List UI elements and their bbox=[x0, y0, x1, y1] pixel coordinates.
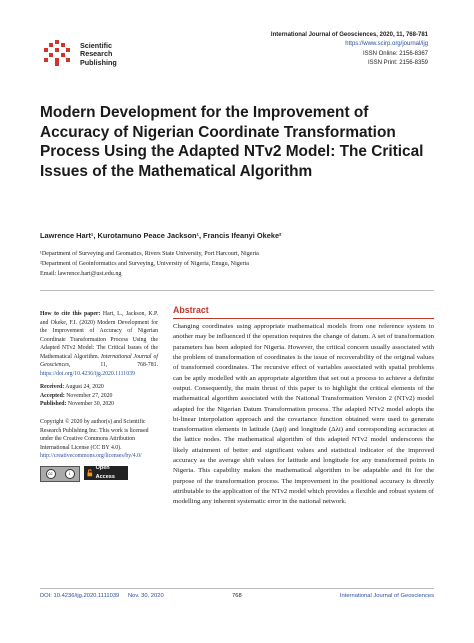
publisher-line: Scientific bbox=[80, 41, 112, 50]
accepted-label: Accepted: bbox=[40, 392, 65, 399]
received-label: Received: bbox=[40, 384, 65, 391]
footer-doi[interactable]: DOI: 10.4236/ijg.2020.1111039 bbox=[40, 593, 120, 599]
citation-doi-link[interactable]: https://doi.org/10.4236/ijg.2020.1111039 bbox=[40, 370, 135, 377]
issn-print: ISSN Print: 2156-8359 bbox=[367, 60, 428, 67]
published-label: Published: bbox=[40, 401, 67, 408]
publisher-line: Publishing bbox=[80, 57, 117, 67]
footer-divider bbox=[40, 588, 434, 589]
footer-journal-name: International Journal of Geosciences bbox=[339, 593, 434, 599]
article-info-column bbox=[40, 310, 158, 482]
contact-email: Email: lawrence.hart@ust.edu.ng bbox=[40, 271, 122, 277]
how-to-cite bbox=[40, 310, 158, 378]
author-list: Lawrence Hart¹, Kurotamuno Peace Jackson¹, Francis Ifeanyi Okeke² bbox=[40, 231, 282, 240]
affiliation: ¹Department of Surveying and Geomatics, Rivers State University, Port Harcourt, Nigeria bbox=[40, 251, 259, 257]
license-link[interactable]: http://creativecommons.org/licenses/by/4.0/ bbox=[40, 453, 142, 460]
abstract-text: Changing coordinates using appropriate mathematical models from one reference system to another may be influenced if the operation requires the change of datum. A set of transformation parameters has been adopted for Nigeria. However, the critical concern usually associated with the problem of transformation of coordinates is the issue of recoverability of the original values of transformed coordinates. The recursive effect of variables associated with spatial problems can be aptly modelled with an appropriate algorithm that set out a process to achieve a definite output. Consequently, the main thrust of this paper is to highlight the critical elements of the mathematical algorithm associated with the National Transformation Version 2 (NTv2) model adapted for the Nigerian Datum Transformation process. The adapted NTv2 model adopts the bi-linear interpolation approach and the covariance function obtained were used to generate transformation elements in latitude (Δφi) and longitude (Δλi) and corresponding accuracies at the lattice nodes. The mathematical algorithm of this adapted NTv2 model underscores the likely attainment of better and significant values and statistical indicator of the improved accuracy as the average shift values for latitude and longitude for any transformed points in Nigeria. This capability makes the mathematical algorithm to be adaptable and fit for the purpose of the transformation process. The improvement in the positional accuracy is directly attributable to the application of the NTv2 model which provides a flexible and robust system of modelling any inherent systematic error in the national network. bbox=[173, 323, 434, 506]
open-access-badge[interactable] bbox=[84, 466, 128, 480]
abstract-heading: Abstract bbox=[173, 305, 209, 315]
open-access-label: Open Access bbox=[95, 465, 115, 480]
affiliations bbox=[40, 249, 259, 279]
citation-volume: 11, 768-781. bbox=[100, 362, 158, 369]
published-date: November 30, 2020 bbox=[67, 401, 115, 408]
open-lock-icon bbox=[87, 469, 93, 477]
citation-journal: International Journal of Geosciences, bbox=[40, 353, 158, 369]
abstract-divider bbox=[173, 318, 434, 319]
copyright-notice bbox=[40, 418, 158, 461]
page-number: 768 bbox=[232, 593, 242, 599]
copyright-text: Copyright © 2020 by author(s) and Scientific Research Publishing Inc. This work is licensed under the Creative Commons Attribution International License (CC BY 4.0). bbox=[40, 419, 149, 451]
divider bbox=[40, 290, 434, 291]
affiliation: ²Department of Geoinformatics and Surveying, University of Nigeria, Enugu, Nigeria bbox=[40, 261, 249, 267]
journal-url-link[interactable]: https://www.scirp.org/journal/ijg bbox=[345, 41, 428, 48]
paper-title: Modern Development for the Improvement of Accuracy of Nigerian Coordinate Transformation Process Using the Adapted NTv2 Model: The Critical Issues of the Mathematical Algorithm bbox=[40, 104, 424, 180]
citation-text: Hart, L., Jackson, K.P. and Okeke, F.I. (2020) Modern Development for the Improvement of Accuracy of Nigerian Coordinate Transformation Process Using the Adapted NTv2 Model: The Critical Issues of the Mathematical Algorithm. bbox=[40, 311, 158, 360]
journal-info bbox=[271, 31, 428, 69]
article-dates bbox=[40, 383, 158, 409]
journal-citation: International Journal of Geosciences, 2020, 11, 768-781 bbox=[270, 32, 428, 38]
cc-by-badge-icon[interactable]: cc i bbox=[40, 466, 80, 482]
how-to-cite-label: How to cite this paper: bbox=[40, 311, 101, 317]
publisher-line: Research bbox=[80, 49, 113, 59]
license-badges bbox=[40, 466, 158, 482]
received-date: August 24, 2020 bbox=[65, 384, 104, 391]
issn-online: ISSN Online: 2156-8367 bbox=[362, 50, 428, 57]
publisher-logo-icon bbox=[42, 40, 72, 66]
publisher-name bbox=[80, 42, 117, 67]
footer-date: Nov. 30, 2020 bbox=[128, 593, 164, 599]
accepted-date: November 27, 2020 bbox=[66, 392, 113, 399]
